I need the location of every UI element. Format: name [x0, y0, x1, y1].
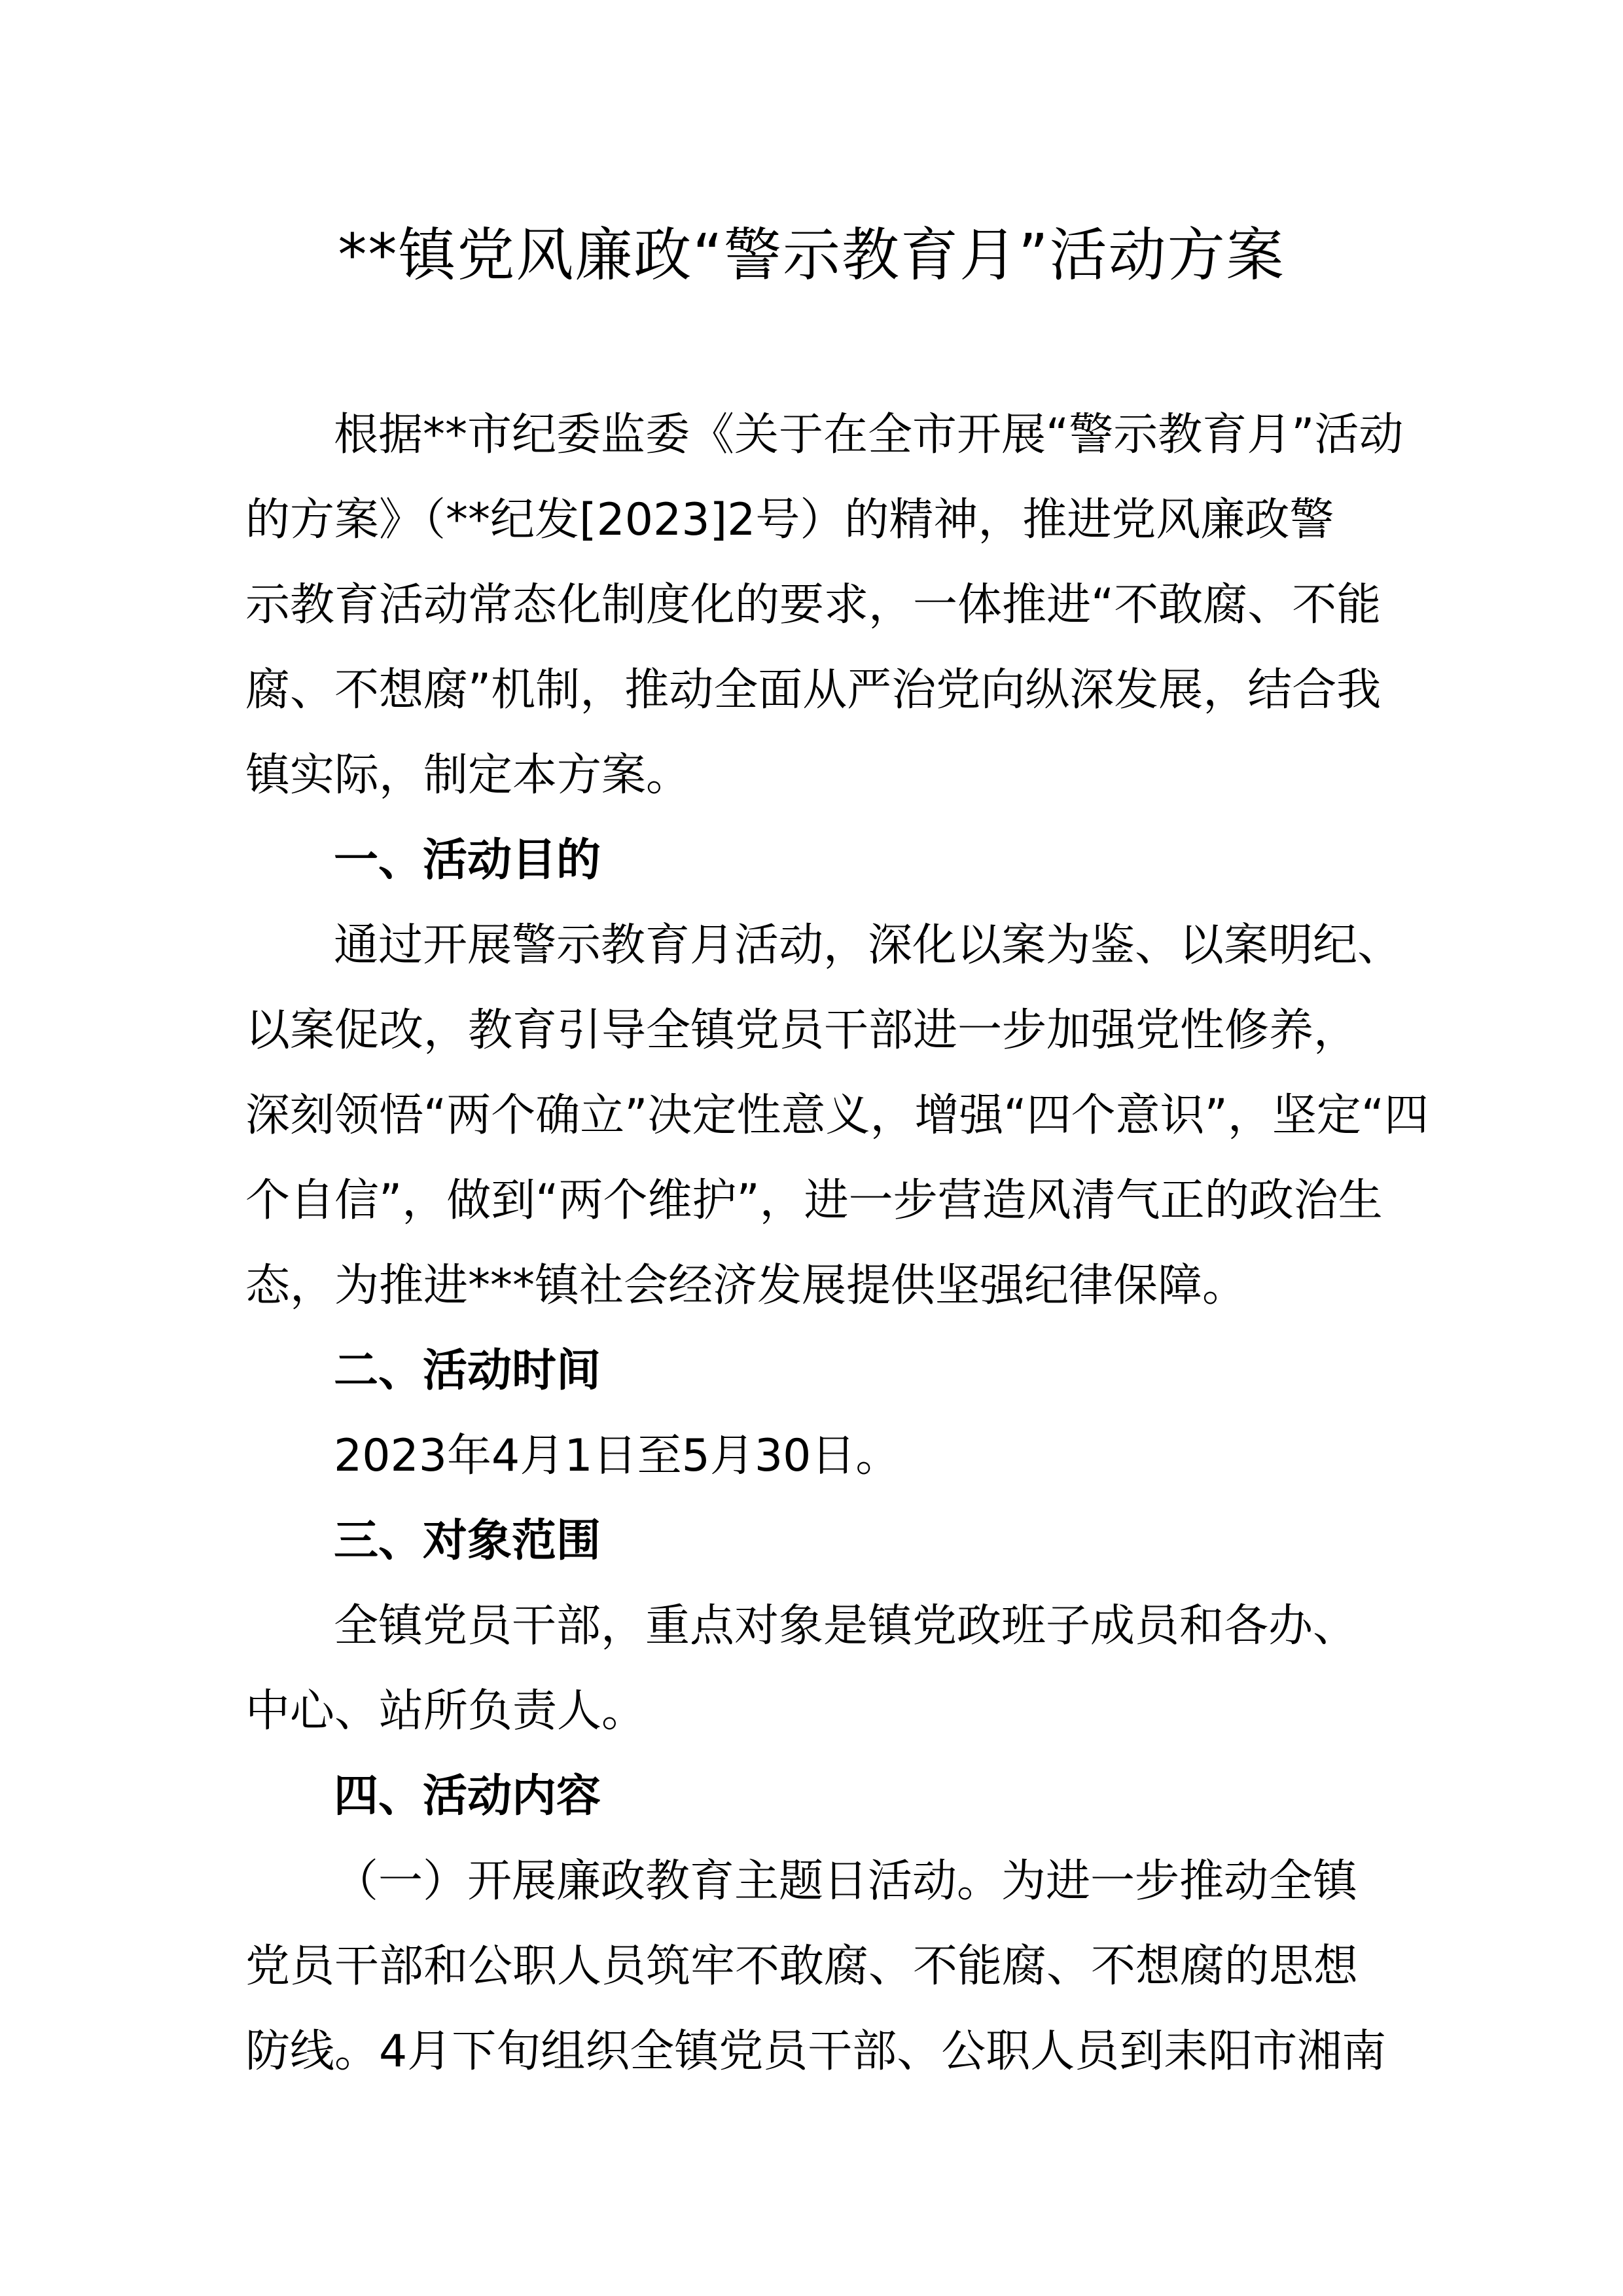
paragraph-line: 的方案》（**纪发[2023]2号）的精神，推进党风廉政警 [245, 494, 1334, 546]
paragraph-line: 根据**市纪委监委《关于在全市开展“警示教育月”活动 [334, 409, 1404, 461]
paragraph-line: 以案促改，教育引导全镇党员干部进一步加强党性修养， [245, 1005, 1359, 1056]
document-title: **镇党风廉政“警示教育月”活动方案 [338, 221, 1285, 289]
paragraph-line: （一）开展廉政教育主题日活动。为进一步推动全镇 [334, 1856, 1358, 1907]
paragraph-line: 防线。4月下旬组织全镇党员干部、公职人员到耒阳市湘南 [245, 2026, 1387, 2077]
paragraph-line: 通过开展警示教育月活动，深化以案为鉴、以案明纪、 [334, 920, 1402, 971]
paragraph-line: 态，为推进***镇社会经济发展提供坚强纪律保障。 [245, 1260, 1247, 1312]
paragraph-line: 党员干部和公职人员筑牢不敢腐、不能腐、不想腐的思想 [245, 1941, 1359, 1992]
paragraph-line: 2023年4月1日至5月30日。 [334, 1430, 901, 1482]
section-heading: 三、对象范围 [334, 1515, 601, 1567]
section-heading: 四、活动内容 [334, 1770, 601, 1822]
paragraph-line: 镇实际，制定本方案。 [245, 749, 691, 801]
section-heading: 二、活动时间 [334, 1345, 601, 1397]
paragraph-line: 腐、不想腐”机制，推动全面从严治党向纵深发展，结合我 [245, 664, 1382, 716]
paragraph-line: 全镇党员干部，重点对象是镇党政班子成员和各办、 [334, 1600, 1358, 1652]
paragraph-line: 个自信”，做到“两个维护”，进一步营造风清气正的政治生 [245, 1175, 1383, 1227]
paragraph-line: 示教育活动常态化制度化的要求，一体推进“不敢腐、不能 [245, 579, 1382, 631]
paragraph-line: 中心、站所负责人。 [245, 1685, 647, 1737]
section-heading: 一、活动目的 [334, 834, 601, 886]
paragraph-line: 深刻领悟“两个确立”决定性意义，增强“四个意识”，坚定“四 [245, 1090, 1429, 1141]
